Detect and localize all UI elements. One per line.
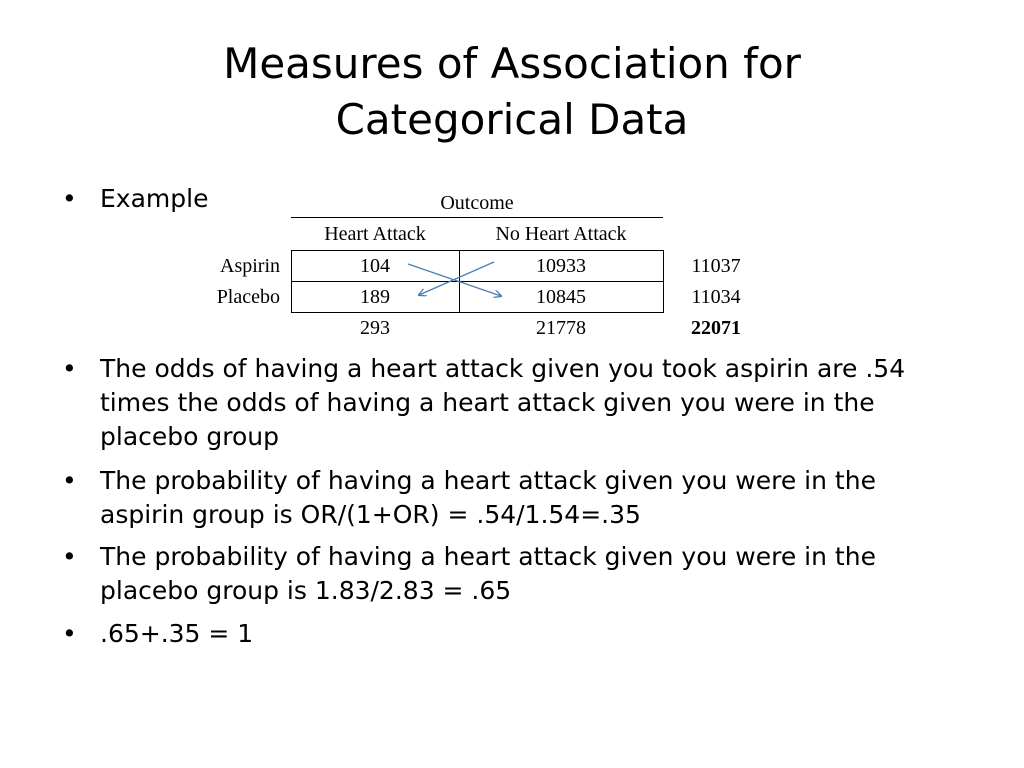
col-header-no-heart-attack: No Heart Attack [495,223,627,245]
col-header-heart-attack: Heart Attack [324,223,426,245]
bullet-aspirin-probability [62,464,962,532]
cell-placebo-heart-attack: 189 [360,286,390,308]
bullet-text: Example [100,184,209,213]
bullet-marker: • [62,354,77,383]
bullet-text: The probability of having a heart attack given you were in the aspirin group is OR/(1+OR) = .54/1.54=.35 [100,466,876,529]
bullet-marker: • [62,466,77,495]
bullet-odds [62,352,962,454]
row-label-aspirin: Aspirin [220,255,280,277]
col-total-no-heart-attack: 21778 [536,317,586,339]
bullet-marker: • [62,619,77,648]
bullet-placebo-probability [62,540,962,608]
row-label-placebo: Placebo [216,286,280,308]
cell-placebo-no-heart-attack: 10845 [536,286,586,308]
bullet-sum [62,617,962,651]
title-line-1: Measures of Association for [223,39,801,88]
bullet-text: .65+.35 = 1 [100,619,254,648]
cell-aspirin-no-heart-attack: 10933 [536,255,586,277]
row-total-placebo: 11034 [691,286,741,308]
grand-total: 22071 [691,317,741,339]
outcome-label: Outcome [440,192,514,214]
bullet-marker: • [62,184,77,213]
bullet-text: The probability of having a heart attack given you were in the placebo group is 1.83/2.83 = .65 [100,542,876,605]
cell-aspirin-heart-attack: 104 [360,255,390,277]
bullet-text: The odds of having a heart attack given you took aspirin are .54 times the odds of having a heart attack given you were in the placebo group [100,354,906,451]
row-total-aspirin: 11037 [691,255,741,277]
col-total-heart-attack: 293 [360,317,390,339]
bullet-marker: • [62,542,77,571]
title-line-2: Categorical Data [335,95,689,144]
